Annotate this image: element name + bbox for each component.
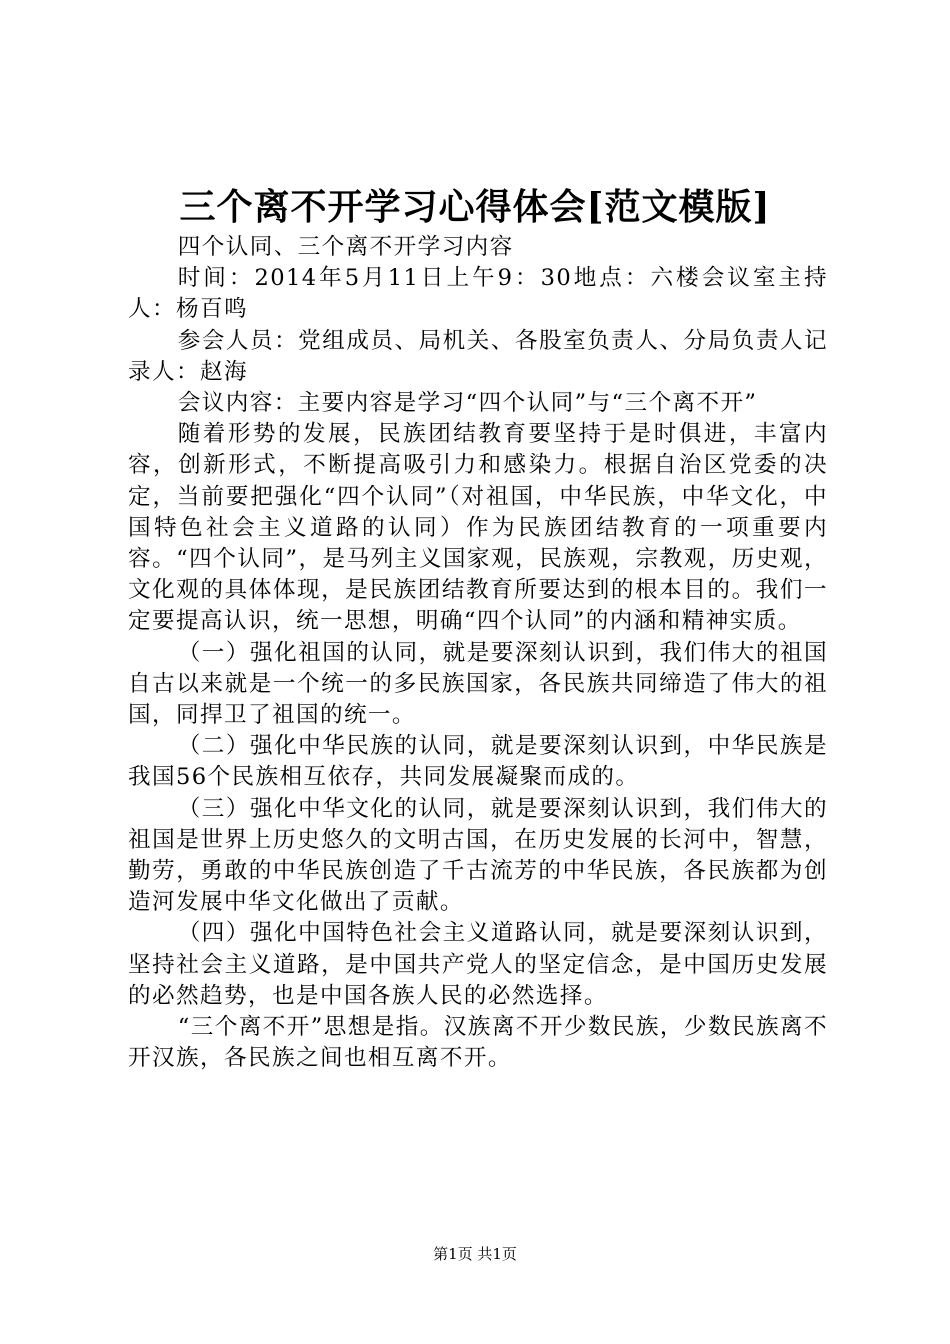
- paragraph-point-3: （三）强化中华文化的认同，就是要深刻认识到，我们伟大的祖国是世界上历史悠久的文明古国，在历史发展的长河中，智慧，勤劳，勇敢的中华民族创造了千古流芳的中华民族，各民族都为创造河发展中华文化做出了贡献。: [128, 795, 828, 916]
- paragraph-three-inseparables: “三个离不开”思想是指。汉族离不开少数民族，少数民族离不开汉族，各民族之间也相互离不开。: [128, 1014, 828, 1072]
- paragraph-point-4: （四）强化中国特色社会主义道路认同，就是要深刻认识到，坚持社会主义道路，是中国共产党人的坚定信念，是中国历史发展的必然趋势，也是中国各族人民的必然选择。: [128, 920, 828, 1009]
- document-body: [128, 232, 828, 1074]
- page-footer: 第1页 共1页: [433, 1245, 517, 1263]
- paragraph-meeting-time: 时间：2014年5月11日上午9：30地点：六楼会议室主持人：杨百鸣: [128, 265, 828, 323]
- paragraph-point-2: （二）强化中华民族的认同，就是要深刻认识到，中华民族是我国56个民族相互依存，共同发展凝聚而成的。: [128, 733, 828, 791]
- paragraph-point-1: （一）强化祖国的认同，就是要深刻认识到，我们伟大的祖国自古以来就是一个统一的多民族国家，各民族共同缔造了伟大的祖国，同捍卫了祖国的统一。: [128, 639, 828, 729]
- paragraph-attendees: 参会人员：党组成员、局机关、各股室负责人、分局负责人记录人：赵海: [128, 327, 828, 385]
- paragraph-subtitle: 四个认同、三个离不开学习内容: [177, 234, 514, 260]
- paragraph-meeting-content: 会议内容：主要内容是学习“四个认同”与“三个离不开”: [177, 390, 758, 417]
- paragraph-intro: 随着形势的发展，民族团结教育要坚持于是时俱进，丰富内容，创新形式，不断提高吸引力和感染力。根据自治区党委的决定，当前要把强化“四个认同”（对祖国，中华民族，中华文化，中国特色社会主义道路的认同）作为民族团结教育的一项重要内容。“四个认同”，是马列主义国家观，民族观，宗教观，历史观，文化观的具体体现，是民族团结教育所要达到的根本目的。我们一定要提高认识，统一思想，明确“四个认同”的内涵和精神实质。: [128, 421, 828, 635]
- document-title: 三个离不开学习心得体会[范文模版]: [179, 186, 771, 228]
